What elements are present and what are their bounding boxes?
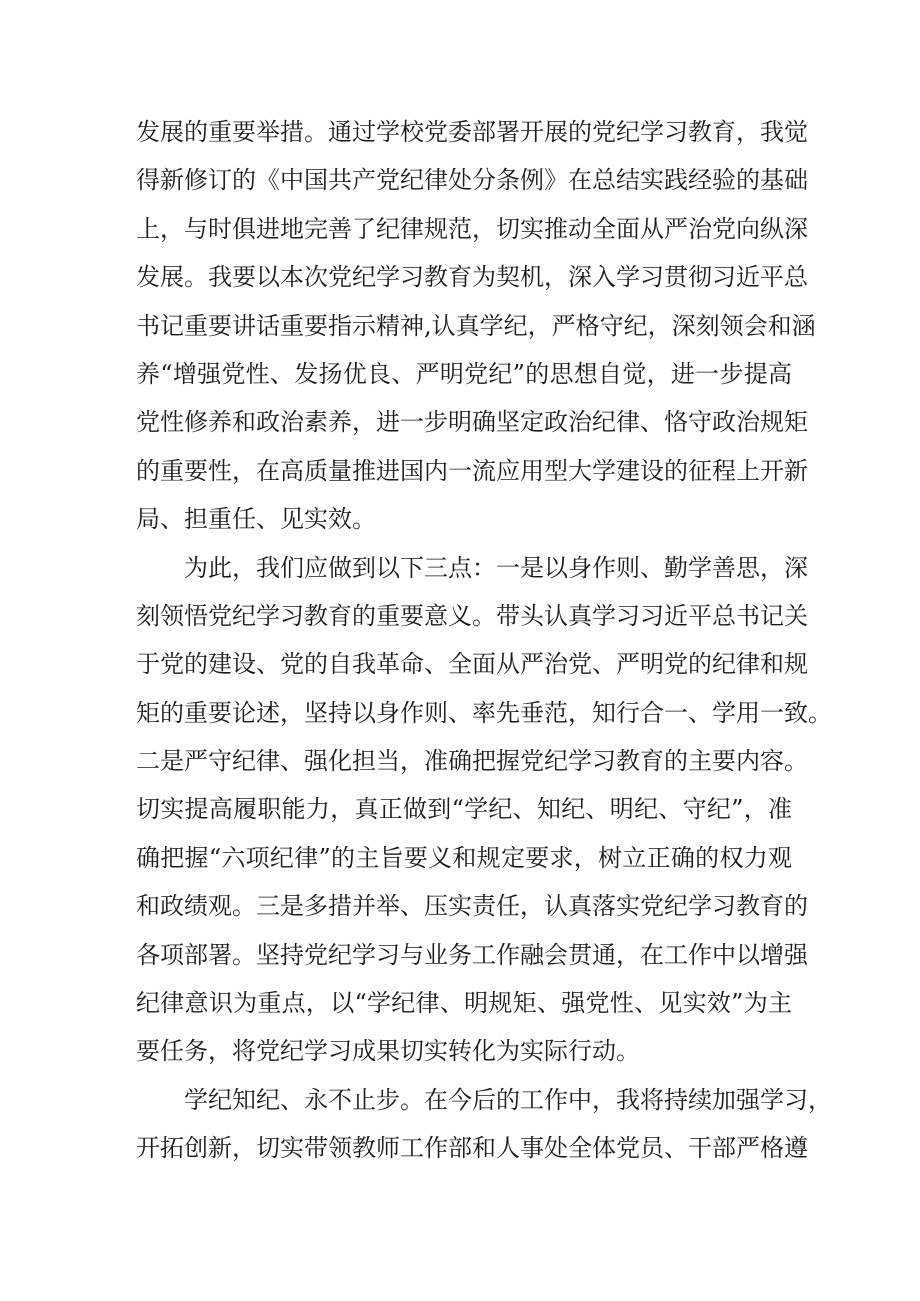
text-line: 各项部署。坚持党纪学习与业务工作融会贯通，在工作中以增强 (136, 940, 808, 969)
text-line: 发展。我要以本次党纪学习教育为契机，深入学习贯彻习近平总 (136, 263, 808, 292)
paragraph (136, 1076, 832, 1173)
text-line: 开拓创新，切实带领教师工作部和人事处全体党员、干部严格遵 (136, 1134, 808, 1163)
text-line: 切实提高履职能力，真正做到“学纪、知纪、明纪、守纪”，准 (136, 795, 792, 824)
document-body (136, 108, 832, 1173)
paragraph (136, 544, 832, 1076)
text-line: 矩的重要论述，坚持以身作则、率先垂范，知行合一、学用一致。 (136, 698, 832, 727)
text-line: 党性修养和政治素养，进一步明确坚定政治纪律、恪守政治规矩 (136, 408, 808, 437)
text-line: 局、担重任、见实效。 (136, 505, 376, 534)
text-line: 纪律意识为重点，以“学纪律、明规矩、强党性、见实效”为主 (136, 989, 792, 1018)
text-line: 上，与时俱进地完善了纪律规范，切实推动全面从严治党向纵深 (136, 214, 808, 243)
paragraph (136, 108, 816, 544)
text-line: 养“增强党性、发扬优良、严明党纪”的思想自觉，进一步提高 (136, 359, 792, 388)
text-line: 为此，我们应做到以下三点：一是以身作则、勤学善思，深 (184, 553, 808, 582)
text-line: 学纪知纪、永不止步。在今后的工作中，我将持续加强学习， (184, 1085, 832, 1114)
text-line: 于党的建设、党的自我革命、全面从严治党、严明党的纪律和规 (136, 650, 808, 679)
text-line: 书记重要讲话重要指示精神,认真学纪，严格守纪，深刻领会和涵 (136, 311, 816, 340)
text-line: 二是严守纪律、强化担当，准确把握党纪学习教育的主要内容。 (136, 747, 808, 776)
text-line: 得新修订的《中国共产党纪律处分条例》在总结实践经验的基础 (136, 166, 808, 195)
text-line: 和政绩观。三是多措并举、压实责任，认真落实党纪学习教育的 (136, 892, 808, 921)
text-line: 的重要性，在高质量推进国内一流应用型大学建设的征程上开新 (136, 456, 808, 485)
text-line: 要任务，将党纪学习成果切实转化为实际行动。 (136, 1037, 640, 1066)
text-line: 确把握“六项纪律”的主旨要义和规定要求，树立正确的权力观 (136, 843, 792, 872)
text-line: 刻领悟党纪学习教育的重要意义。带头认真学习习近平总书记关 (136, 601, 808, 630)
text-line: 发展的重要举措。通过学校党委部署开展的党纪学习教育，我觉 (136, 118, 808, 146)
